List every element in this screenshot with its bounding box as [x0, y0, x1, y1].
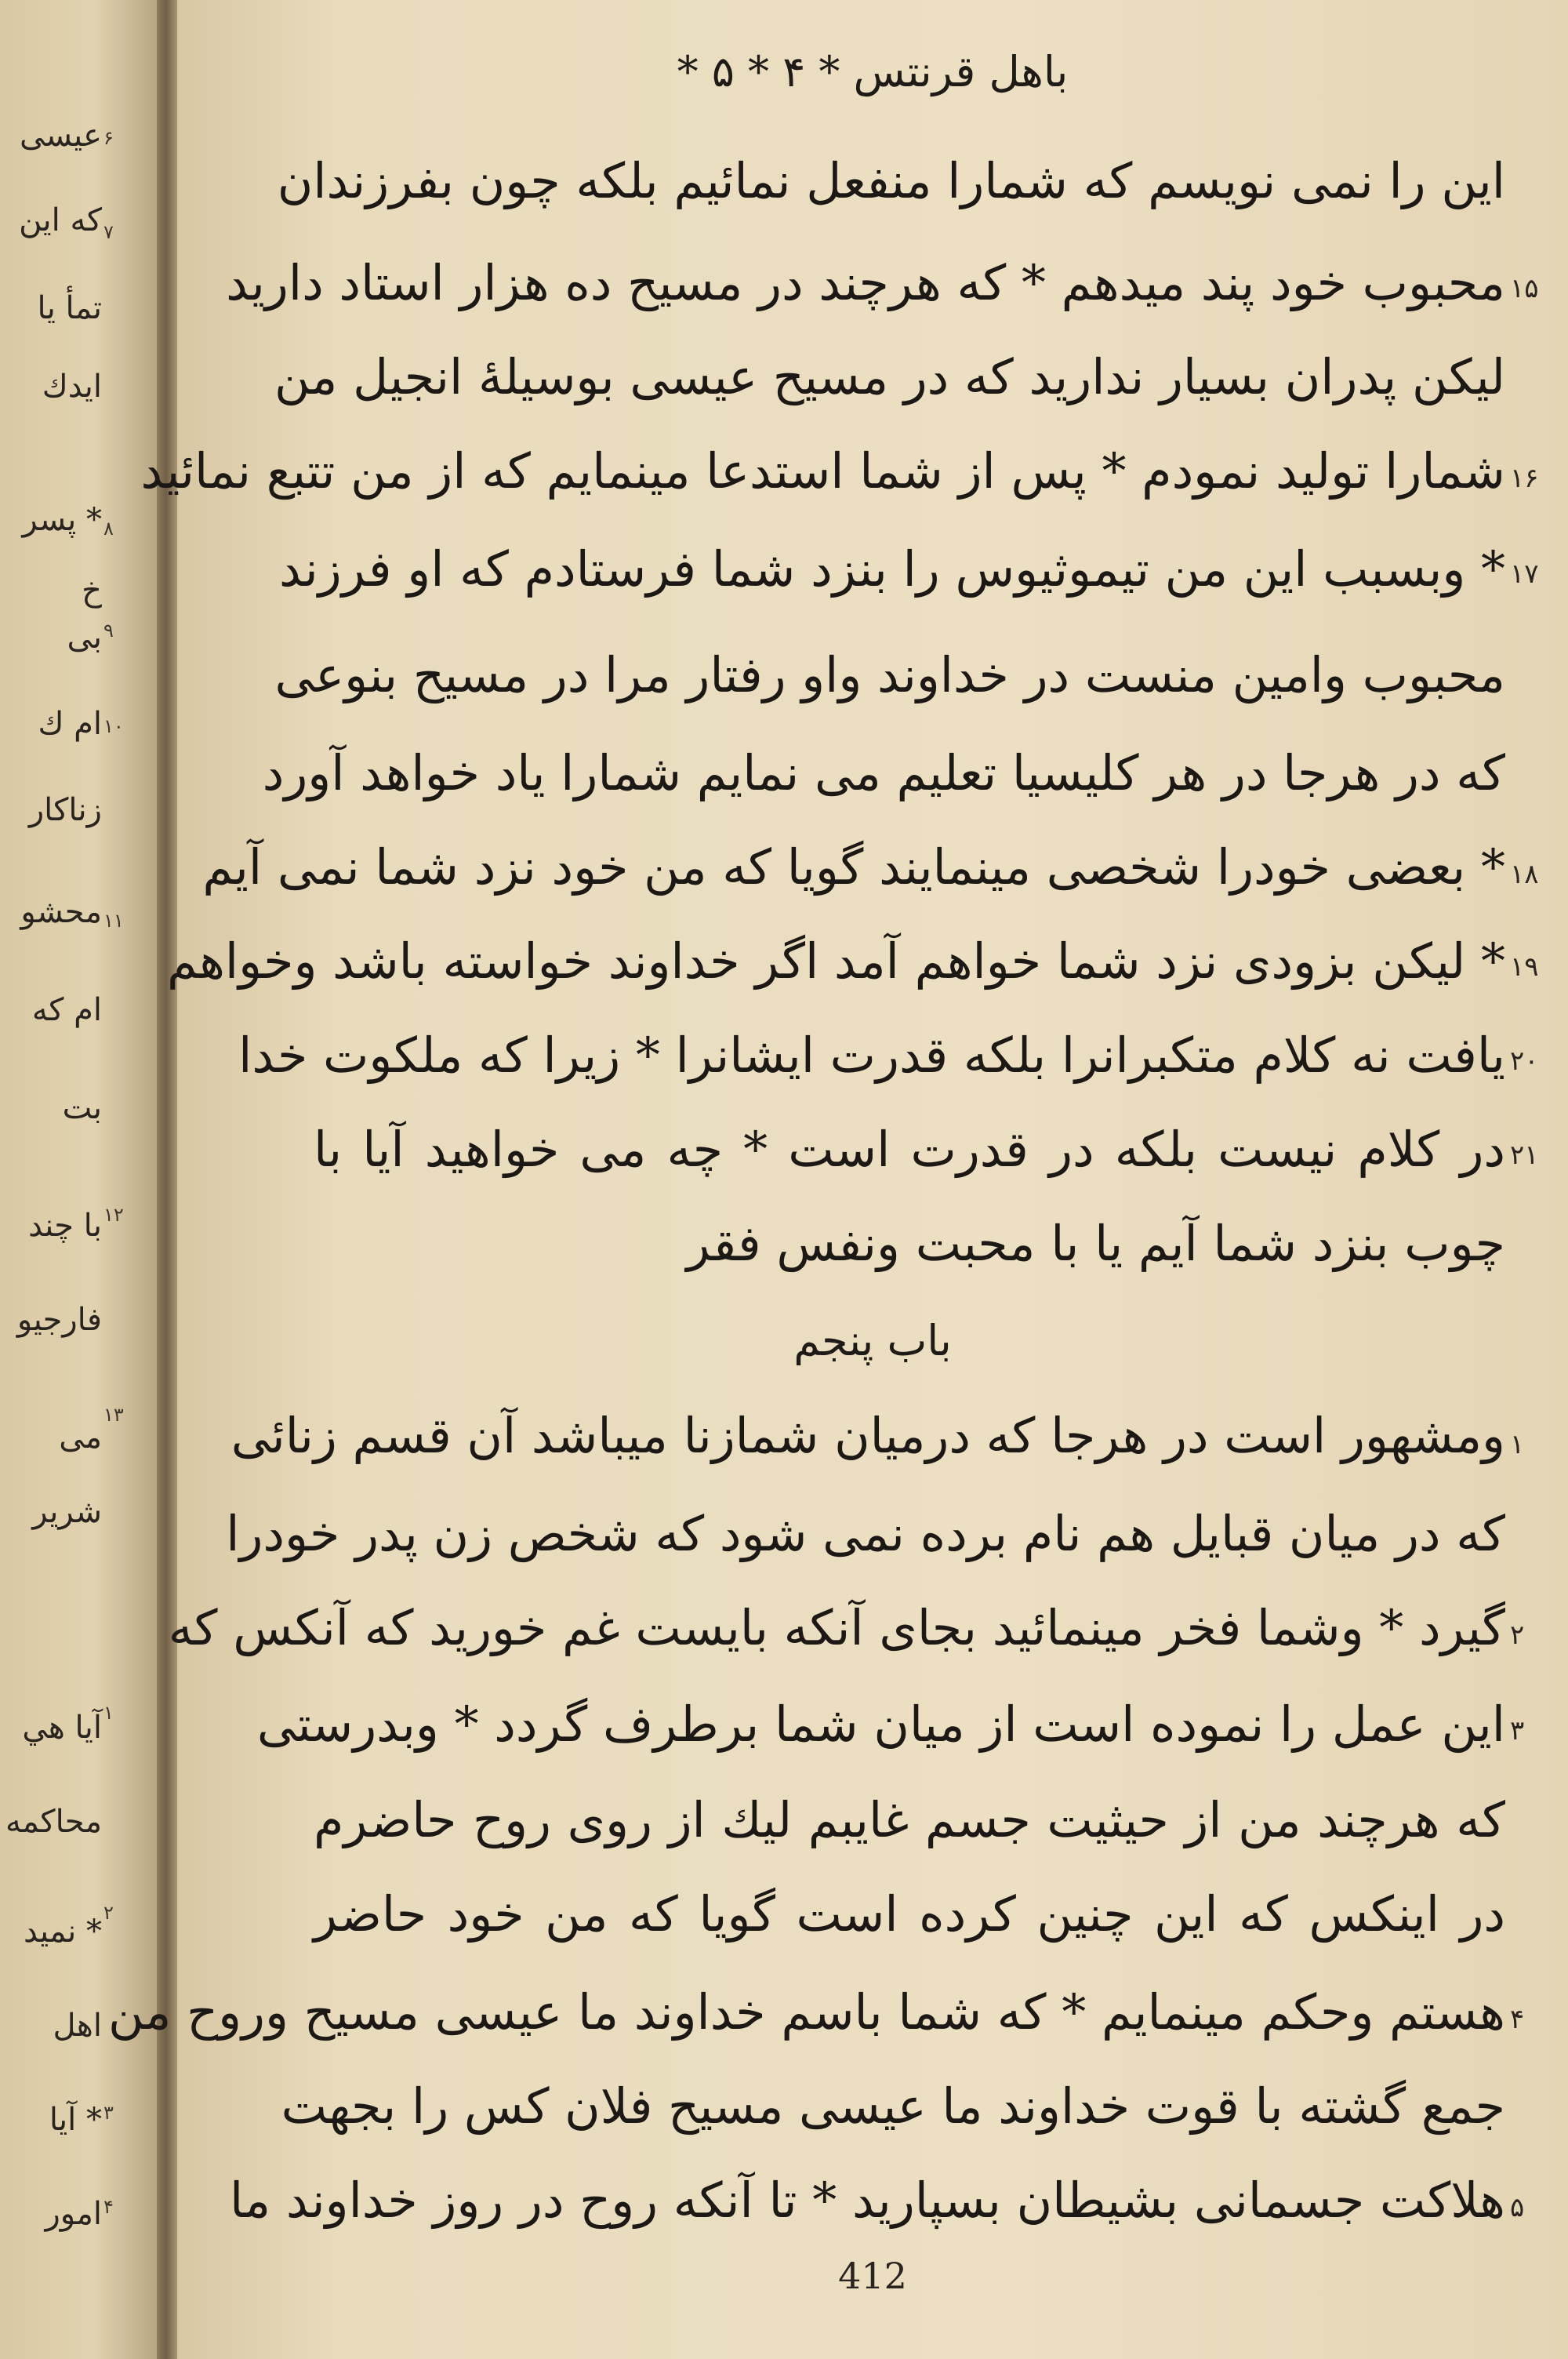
verse-number: ۱۵	[1510, 273, 1539, 304]
text-line: يافت نه كلام متكبرانرا بلكه قدرت ايشانرا * زيرا كه ملكوت خدا	[238, 1027, 1505, 1084]
left-line: ايدك	[42, 369, 102, 405]
verse-number: ۲۱	[1510, 1140, 1539, 1171]
text-line: شمارا توليد نمودم * پس از شما استدعا مينمايم كه از من تتبع نمائيد	[140, 442, 1505, 500]
text-line: * ليكن بزودى نزد شما خواهم آمد اگر خداوند خواسته باشد وخواهم	[166, 932, 1505, 990]
verse-number: ۳	[1510, 1715, 1525, 1747]
verse-number: ۱۷	[1510, 558, 1539, 590]
left-line: بت	[62, 1090, 102, 1126]
left-verse-number: ۸	[103, 518, 114, 540]
left-line: فارجيو	[16, 1302, 102, 1338]
left-verse-number: ۱۱	[103, 910, 124, 932]
left-verse-number: ۶	[103, 127, 114, 149]
chapter-title: باب پنجم	[793, 1316, 952, 1365]
text-line: محبوب خود پند ميدهم * كه هرچند در مسيح ده هزار استاد داريد	[226, 254, 1505, 311]
left-line: محشو	[20, 894, 102, 930]
left-line: * پسر	[22, 502, 102, 538]
text-line: كه در هرجا در هر كليسيا تعليم مى نمايم شمارا ياد خواهد آورد	[262, 744, 1505, 801]
left-verse-number: ۱۳	[103, 1404, 124, 1426]
left-verse-number: ۹	[103, 620, 114, 642]
text-line: اين را نمى نويسم كه شمارا منفعل نمائيم بلكه چون بفرزندان	[277, 152, 1505, 209]
text-line: * بعضى خودرا شخصى مينمايند گويا كه من خود نزد شما نمى آيم	[202, 838, 1505, 896]
text-line: * وبسبب اين من تيموثيوس را بنزد شما فرستادم كه او فرزند	[278, 540, 1505, 598]
left-line: ام كه	[31, 992, 102, 1028]
left-line: عيسى	[20, 118, 102, 154]
verse-number: ۱۶	[1510, 463, 1539, 494]
left-line: آيا هي	[22, 1710, 102, 1746]
verse-number: ۵	[1510, 2192, 1525, 2223]
left-verse-number: ۱۲	[103, 1204, 124, 1226]
left-verse-number: ۱	[103, 1702, 114, 1724]
text-line: در اينكس كه اين چنين كرده است گويا كه من خود حاضر	[314, 1885, 1505, 1943]
verse-number: ۱	[1510, 1429, 1525, 1460]
left-line: خ	[82, 572, 102, 609]
left-line: تمأ يا	[37, 290, 102, 326]
text-line: كه هرچند من از حيثيت جسم غايبم ليك از روى روح حاضرم	[314, 1791, 1505, 1848]
text-line: ليكن پدران بسيار نداريد كه در مسيح عيسى بوسيلهٔ انجيل من	[274, 348, 1505, 405]
text-line: هستم وحكم مينمايم * كه شما باسم خداوند ما عيسى مسيح وروح من	[107, 1983, 1505, 2041]
text-line: جمع گشته با قوت خداوند ما عيسى مسيح فلان كس را بجهت	[281, 2077, 1505, 2135]
left-line: با چند	[28, 1208, 102, 1244]
left-verse-number: ۳	[103, 2102, 114, 2124]
left-line: بى	[67, 620, 102, 656]
text-line: هلاكت جسمانى بشيطان بسپاريد * تا آنكه روح در روز خداوند ما	[230, 2172, 1505, 2229]
left-line: شرير	[32, 1494, 102, 1530]
verse-number: ۱۸	[1510, 859, 1539, 890]
page-number: 412	[838, 2255, 907, 2297]
left-line: * نميد	[23, 1914, 102, 1950]
text-line: گيرد * وشما فخر مينمائيد بجاى آنكه بايست غم خوريد كه آنكس كه	[168, 1599, 1505, 1656]
text-line: محبوب وامين منست در خداوند واو رفتار مرا در مسيح بنوعى	[274, 646, 1505, 703]
verse-number: ۴	[1510, 2004, 1525, 2035]
left-verse-number: ۱۰	[103, 715, 124, 737]
verse-number: ۱۹	[1510, 951, 1539, 983]
text-line: كه در ميان قبايل هم نام برده نمى شود كه شخص زن پدر خودرا	[226, 1505, 1505, 1562]
text-line: اين عمل را نموده است از ميان شما برطرف گردد * وبدرستى	[256, 1696, 1505, 1753]
left-line: زناكار	[28, 792, 102, 828]
left-line: امور	[45, 2196, 102, 2232]
left-line: ام ك	[38, 706, 102, 742]
text-line: چوب بنزد شما آيم يا با محبت ونفس فقر	[686, 1215, 1505, 1272]
left-verse-number: ۴	[103, 2196, 114, 2218]
text-line: در كلام نيست بلكه در قدرت است * چه مى خواهيد آيا با	[314, 1121, 1505, 1178]
running-header: باهل قرنتس * ۴ * ۵ *	[677, 47, 1069, 96]
left-line: اهل	[53, 2008, 102, 2044]
text-line: ومشهور است در هرجا كه درميان شمازنا ميباشد آن قسم زنائى	[230, 1407, 1505, 1464]
left-verse-number: ۷	[103, 221, 114, 243]
left-line: كه اين	[19, 202, 102, 238]
left-line: محاكمه	[5, 1804, 102, 1840]
left-line: مى	[59, 1419, 102, 1456]
left-verse-number: ۲	[103, 1902, 114, 1924]
left-line: * آيا	[49, 2102, 102, 2138]
verse-number: ۲	[1510, 1619, 1525, 1651]
verse-number: ۲۰	[1510, 1045, 1539, 1077]
